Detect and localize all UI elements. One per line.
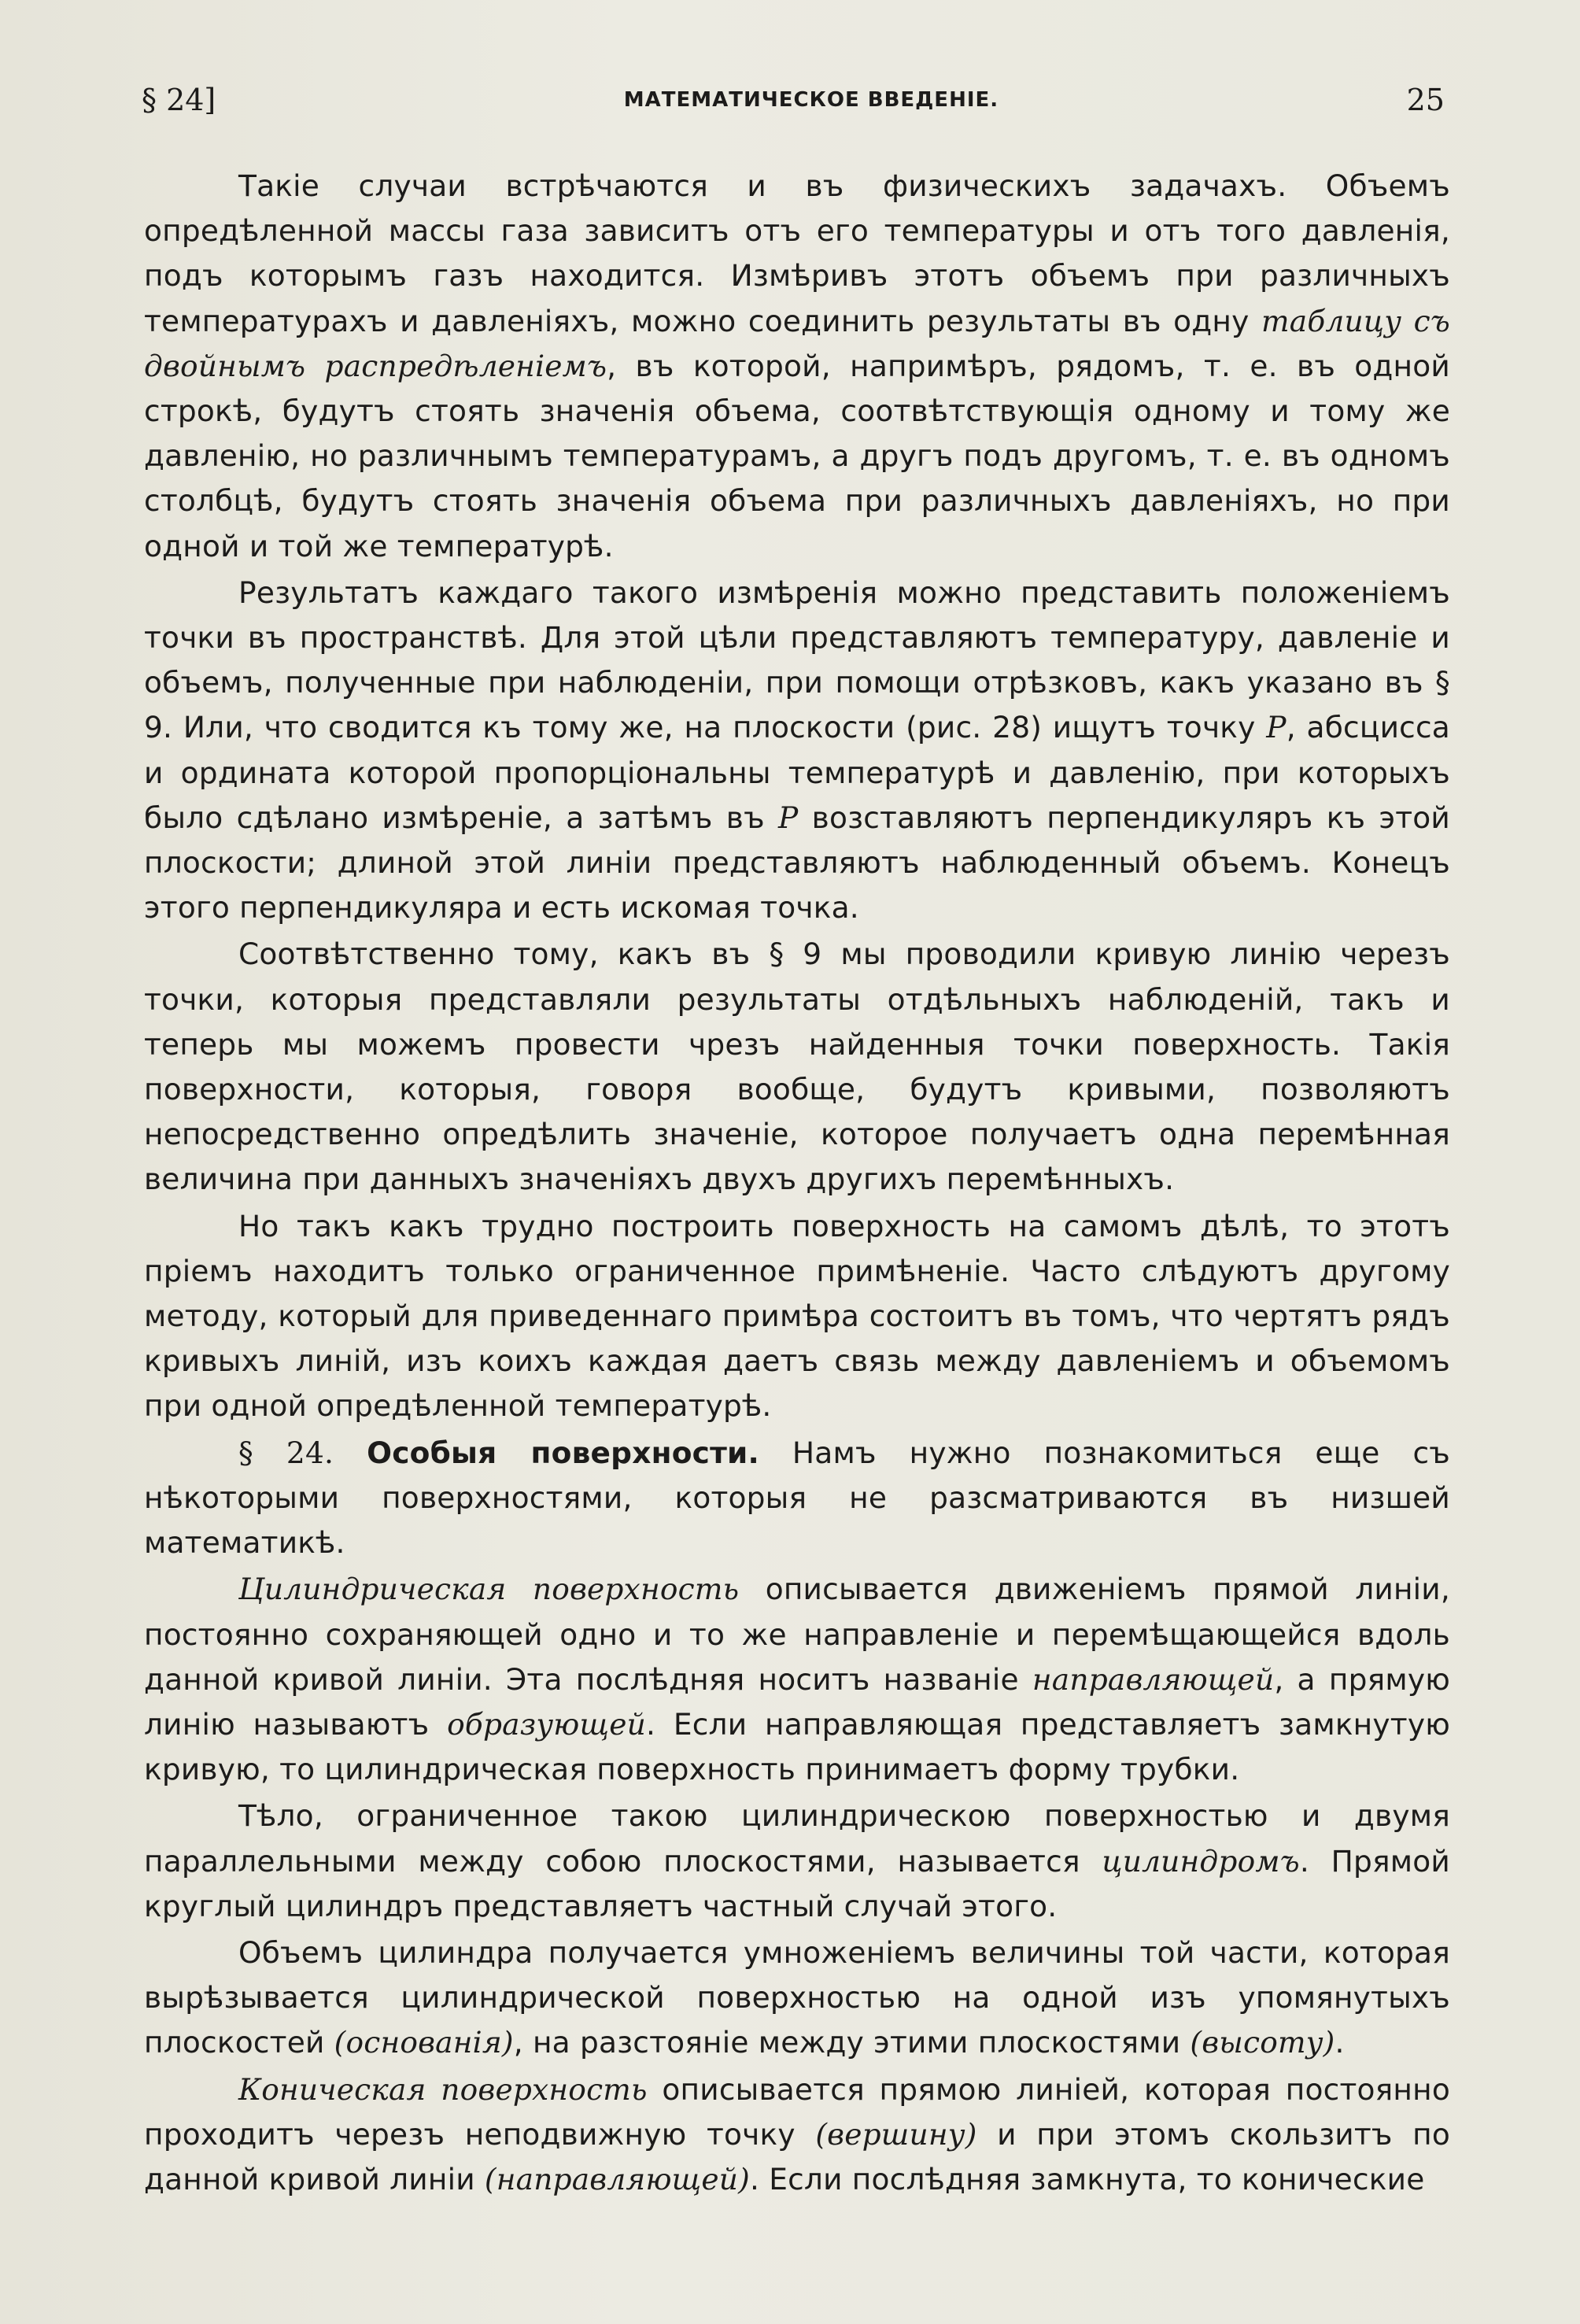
paragraph-5-section-heading	[144, 1431, 1450, 1566]
page-number: 25	[1406, 83, 1445, 117]
text-run: , абсцисса и ордината которой пропорціональны температурѣ и давленію, при которыхъ было сдѣлано измѣреніе, а затѣмъ въ	[144, 710, 1450, 835]
italic-term: таблицу съ двойнымъ распредѣленіемъ	[144, 303, 1450, 383]
italic-term: Коническая поверхность	[238, 2071, 648, 2107]
text-run: описывается движеніемъ прямой линіи, постоянно сохраняющей одно и то же направленіе и перемѣщающейся вдоль данной кривой линіи. Эта послѣдняя носитъ названіе	[144, 1572, 1450, 1697]
paragraph-9	[144, 2067, 1450, 2203]
section-title: Особыя поверхности.	[367, 1435, 759, 1470]
italic-term: (высоту)	[1190, 2025, 1335, 2060]
text-run: возставляютъ перпендикуляръ къ этой плоскости; длиной этой линіи представляютъ наблюденный объемъ. Конецъ этого перпендикуляра и есть искомая точка.	[144, 800, 1451, 926]
paragraph-7	[144, 1794, 1450, 1929]
text-run: , на разстояніе между этими плоскостями	[513, 2025, 1191, 2060]
text-run: Но такъ какъ трудно построить поверхность на самомъ дѣлѣ, то этотъ пріемъ находитъ только ограниченное примѣненіе. Часто слѣдуютъ другому методу, который для приведеннаго примѣра состоитъ въ томъ, что чертятъ рядъ кривыхъ линій, изъ коихъ каждая даетъ связь между давленіемъ и объемомъ при одной опредѣленной температурѣ.	[144, 1208, 1450, 1424]
text-run: описывается прямою линіей, которая постоянно проходитъ черезъ неподвижную точку	[144, 2071, 1451, 2152]
section-reference: § 24]	[142, 83, 216, 117]
paragraph-6	[144, 1567, 1450, 1792]
text-run: Объемъ цилиндра получается умноженіемъ величины той части, которая вырѣзывается цилиндрической поверхностью на одной изъ упомянутыхъ плоскостей	[144, 1934, 1450, 2060]
paragraph-8	[144, 1931, 1450, 2066]
text-run: .	[1335, 2025, 1345, 2060]
italic-term: (вершину)	[815, 2116, 977, 2152]
text-run: , а прямую линію называютъ	[144, 1661, 1450, 1742]
text-run: . Если послѣдняя замкнута, то конические	[749, 2161, 1425, 2197]
paragraph-4	[144, 1204, 1450, 1429]
italic-term: Цилиндрическая поверхность	[238, 1572, 740, 1607]
math-symbol: P	[778, 800, 799, 835]
text-run: Намъ нужно познакомиться еще съ нѣкоторыми поверхностями, которыя не разсматриваются въ низшей математикѣ.	[144, 1435, 1450, 1561]
text-run: Соотвѣтственно тому, какъ въ § 9 мы проводили кривую линію черезъ точки, которыя представляли результаты отдѣльныхъ наблюденій, такъ и теперь мы можемъ провести чрезъ найденныя точки поверхность. Такія поверхности, которыя, говоря вообще, будутъ кривыми, позволяютъ непосредственно опредѣлить значеніе, которое получаетъ одна перемѣнная величина при данныхъ значеніяхъ двухъ другихъ перемѣнныхъ.	[144, 937, 1450, 1197]
text-run: . Если направляющая представляетъ замкнутую кривую, то цилиндрическая поверхность принимаетъ форму трубки.	[144, 1706, 1450, 1787]
paragraph-1	[144, 164, 1450, 569]
text-run: Результатъ каждаго такого измѣренія можно представить положеніемъ точки въ пространствѣ. Для этой цѣли представляютъ температуру, давленіе и объемъ, полученные при наблюденіи, при помощи отрѣзковъ, какъ указано въ § 9. Или, что сводится къ тому же, на плоскости (рис. 28) ищутъ точку	[144, 575, 1450, 745]
text-run: Такіе случаи встрѣчаются и въ физическихъ задачахъ. Объемъ опредѣленной массы газа зависитъ отъ его температуры и отъ того давленія, подъ которымъ газъ находится. Измѣривъ этотъ объемъ при различныхъ температурахъ и давленіяхъ, можно соединить результаты въ одну	[144, 168, 1450, 338]
page-body	[144, 164, 1450, 2202]
italic-term: (основанія)	[334, 2025, 514, 2060]
italic-term: цилиндромъ	[1102, 1843, 1300, 1879]
running-title: МАТЕМАТИЧЕСКОЕ ВВЕДЕНІЕ.	[623, 88, 999, 112]
text-run: и при этомъ скользитъ по данной кривой линіи	[144, 2116, 1450, 2197]
paragraph-2	[144, 571, 1450, 931]
math-symbol: P	[1266, 710, 1287, 745]
italic-term: направляющей	[1032, 1661, 1275, 1697]
text-run: , въ которой, напримѣръ, рядомъ, т. е. въ одной строкѣ, будутъ стоять значенія объема, соотвѣтствующія одному и тому же давленію, но различнымъ температурамъ, а другъ подъ другомъ, т. е. въ одномъ столбцѣ, будутъ стоять значенія объема при различныхъ давленіяхъ, но при одной и той же температурѣ.	[144, 348, 1450, 563]
section-number: § 24.	[238, 1435, 334, 1470]
page-header	[142, 80, 1445, 120]
italic-term: образующей	[447, 1706, 647, 1742]
paragraph-3	[144, 932, 1450, 1202]
text-run: . Прямой круглый цилиндръ представляетъ частный случай этого.	[144, 1843, 1451, 1923]
italic-term: (направляющей)	[484, 2161, 750, 2197]
text-run: Тѣло, ограниченное такою цилиндрическою поверхностью и двумя параллельными между собою плоскостями, называется	[144, 1798, 1450, 1879]
